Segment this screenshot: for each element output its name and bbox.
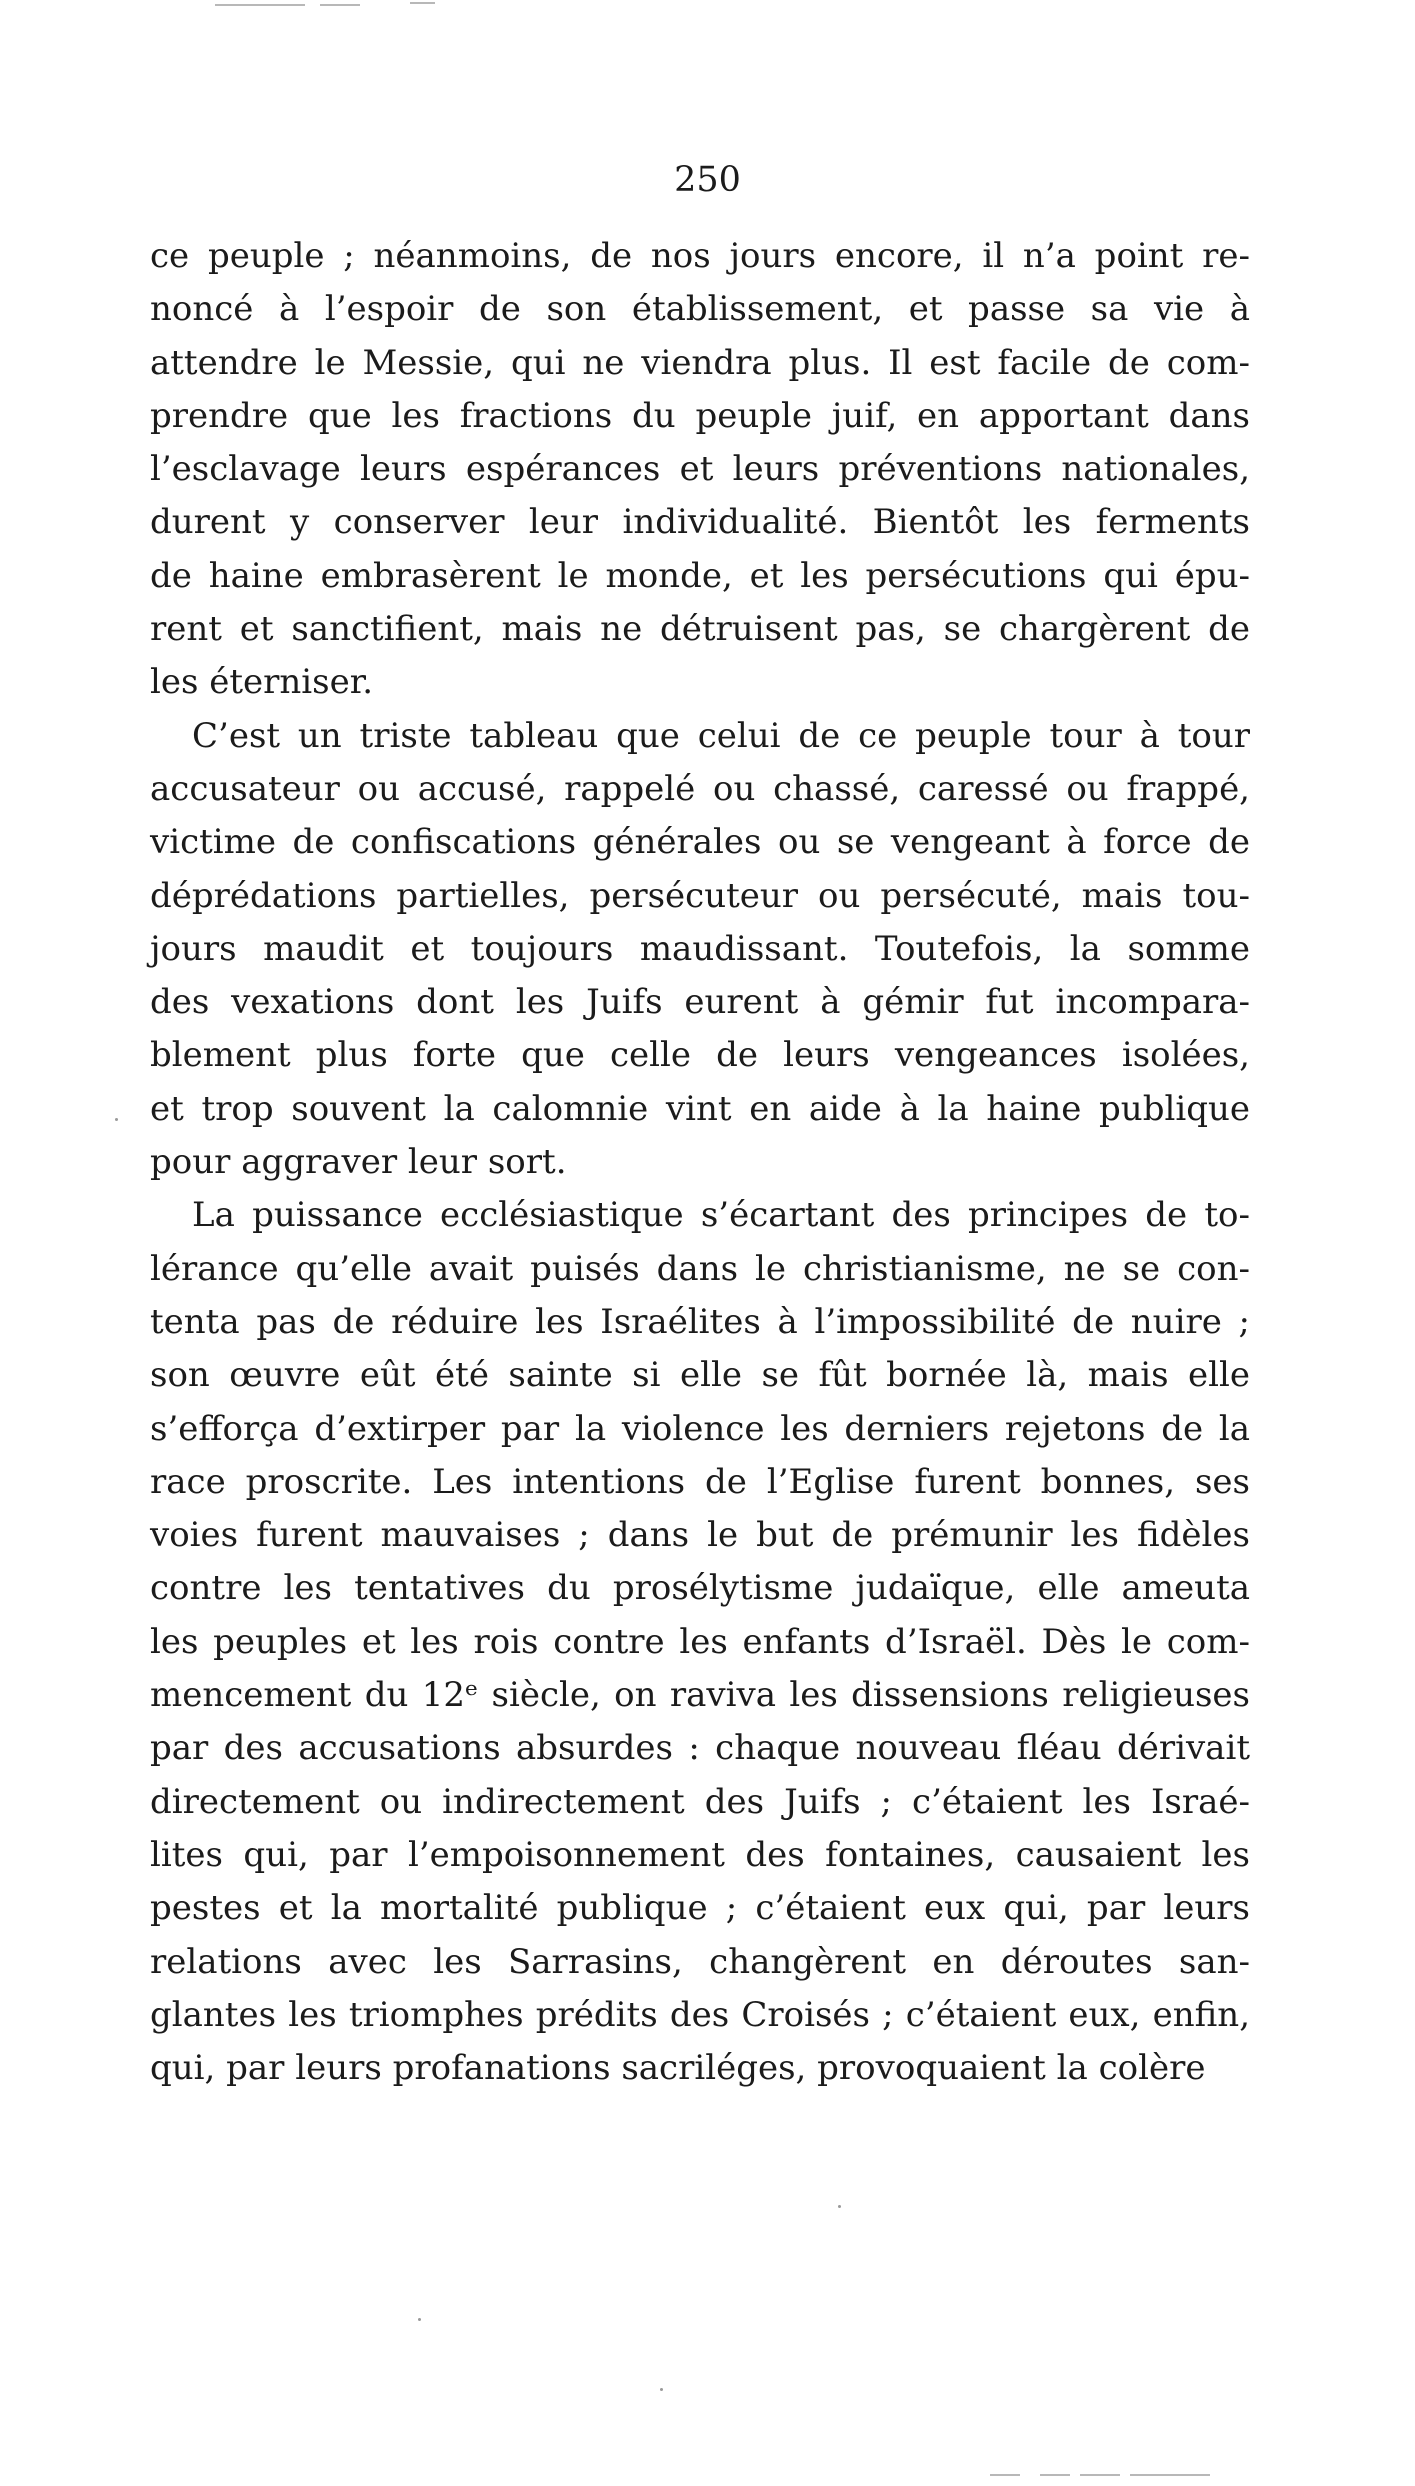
text-line: lérance qu’elle avait puisés dans le christianisme, ne se con- xyxy=(150,1248,1250,1289)
text-line: lites qui, par l’empoisonnement des fontaines, causaient les xyxy=(150,1834,1250,1875)
text-line: qui, par leurs profanations sacriléges, provoquaient la colère xyxy=(150,2048,1206,2089)
paragraph xyxy=(150,1189,1250,2095)
paragraph xyxy=(150,230,1250,710)
text-line: attendre le Messie, qui ne viendra plus. Il est facile de com- xyxy=(150,342,1250,383)
text-line: pour aggraver leur sort. xyxy=(150,1142,567,1183)
bottom-scan-rule xyxy=(990,2474,1020,2476)
text-line: victime de confiscations générales ou se vengeant à force de xyxy=(150,822,1250,863)
text-line: ce peuple ; néanmoins, de nos jours encore, il n’a point re- xyxy=(150,236,1250,276)
text-line: déprédations partielles, persécuteur ou persécuté, mais tou- xyxy=(150,875,1250,916)
text-line: noncé à l’espoir de son établissement, et passe sa vie à xyxy=(150,289,1250,330)
text-line: les peuples et les rois contre les enfants d’Israël. Dès le com- xyxy=(150,1621,1250,1662)
text-line: C’est un triste tableau que celui de ce peuple tour à tour xyxy=(192,715,1250,756)
text-line: pestes et la mortalité publique ; c’étaient eux qui, par leurs xyxy=(150,1888,1250,1929)
page-number: 250 xyxy=(674,160,741,200)
body-text xyxy=(150,230,1250,2095)
text-line: les éterniser. xyxy=(150,662,374,703)
top-scan-rule xyxy=(410,2,435,4)
text-line: contre les tentatives du prosélytisme judaïque, elle ameuta xyxy=(150,1568,1250,1609)
text-line: relations avec les Sarrasins, changèrent en déroutes san- xyxy=(150,1941,1250,1982)
text-line: par des accusations absurdes : chaque nouveau fléau dérivait xyxy=(150,1728,1250,1769)
text-line: blement plus forte que celle de leurs vengeances isolées, xyxy=(150,1035,1250,1076)
text-line: son œuvre eût été sainte si elle se fût bornée là, mais elle xyxy=(150,1355,1250,1396)
scan-speck xyxy=(115,1118,118,1121)
text-line: prendre que les fractions du peuple juif, en apportant dans xyxy=(150,395,1250,436)
text-line: et trop souvent la calomnie vint en aide à la haine publique xyxy=(150,1088,1250,1129)
text-line: race proscrite. Les intentions de l’Eglise furent bonnes, ses xyxy=(150,1461,1250,1502)
top-scan-rule xyxy=(320,4,360,6)
text-line: directement ou indirectement des Juifs ; c’étaient les Israé- xyxy=(150,1781,1250,1822)
text-line: de haine embrasèrent le monde, et les persécutions qui épu- xyxy=(150,555,1250,596)
bottom-scan-rule xyxy=(1130,2474,1210,2476)
bottom-scan-rule xyxy=(1080,2474,1120,2476)
text-line: des vexations dont les Juifs eurent à gémir fut incompara- xyxy=(150,982,1250,1023)
scan-speck xyxy=(660,2388,663,2391)
scan-speck xyxy=(418,2318,421,2321)
text-line: durent y conserver leur individualité. Bientôt les ferments xyxy=(150,502,1250,543)
text-line: accusateur ou accusé, rappelé ou chassé, caressé ou frappé, xyxy=(150,768,1250,809)
text-line: mencement du 12ᵉ siècle, on raviva les dissensions religieuses xyxy=(150,1675,1250,1716)
top-scan-rule xyxy=(215,4,305,6)
bottom-scan-rule xyxy=(1040,2474,1070,2476)
text-line: jours maudit et toujours maudissant. Toutefois, la somme xyxy=(150,928,1250,969)
scan-speck xyxy=(838,2205,841,2208)
text-line: rent et sanctifient, mais ne détruisent pas, se chargèrent de xyxy=(150,609,1250,650)
text-line: La puissance ecclésiastique s’écartant des principes de to- xyxy=(192,1195,1250,1236)
text-line: tenta pas de réduire les Israélites à l’impossibilité de nuire ; xyxy=(150,1301,1250,1342)
text-line: l’esclavage leurs espérances et leurs préventions nationales, xyxy=(150,449,1250,490)
text-line: voies furent mauvaises ; dans le but de prémunir les fidèles xyxy=(150,1515,1250,1556)
text-line: s’efforça d’extirper par la violence les derniers rejetons de la xyxy=(150,1408,1250,1449)
paragraph xyxy=(150,710,1250,1190)
text-line: glantes les triomphes prédits des Croisés ; c’étaient eux, enfin, xyxy=(150,1994,1250,2035)
